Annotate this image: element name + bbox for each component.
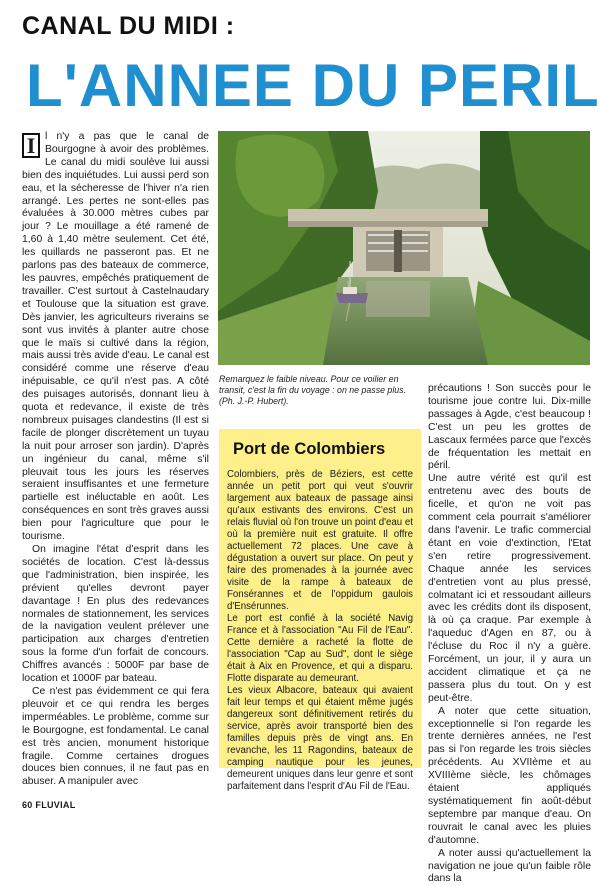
page-footer: 60 FLUVIAL — [22, 800, 76, 810]
article-column-left — [22, 131, 209, 789]
sidebar-box — [219, 429, 421, 792]
sidebar-paragraph: Colombiers, près de Béziers, est cette année un petit port qui veut s'ouvrir largement aux bateaux de passage ainsi qu'aux estivants des environs. C'est un relais fluvial où l'on trouve un point d'eau et où la première nuit est gratuite. Il offre actuellement 72 places. Une cave à dégustation a ouvert sur place. On peut y faire des promenades à la journée avec visite de la rampe à bateaux de Fonsérannes et de l'oppidum gaulois d'Ensérunnes. — [227, 469, 413, 612]
article-column-right — [428, 383, 591, 886]
article-kicker: CANAL DU MIDI : — [22, 12, 235, 40]
canal-lock-illustration — [218, 131, 590, 365]
photo-caption: Remarquez le faible niveau. Pour ce voilier en transit, c'est la fin du voyage : on ne passe plus. (Ph. J.-P. Hubert). — [219, 374, 407, 406]
article-paragraph: On imagine l'état d'esprit dans les sociétés de location. C'est là-dessus que l'administration, bien inspirée, les prévient qu'elles devront payer davantage ! En plus des redevances normales de stationnement, les services de la navigation veulent prélever une participation aux charges d'entretien sous la forme d'un forfait de concours. Chiffres avancés : 5000F par base de location et 1000F par bateau. — [22, 544, 209, 685]
sidebar-paragraph: Le port est confié à la société Navig France et à l'association "Au Fil de l'Eau". Cette dernière a racheté la flotte de l'association "Cap au Sud", dont le siège était à Aix en Provence, et qui a disparu. Flotte disparate au demeurant. — [227, 613, 413, 684]
sidebar-title: Port de Colombiers — [233, 440, 386, 458]
canal-lock-photo — [218, 131, 590, 365]
article-paragraph: Une autre vérité est qu'il est entretenu avec des bouts de ficelle, et qu'on ne voit pas comment cela pourrait s'améliorer dans l'avenir. Le trafic commercial étant en voie d'extinction, l'Etat s'en retire progressivement. Chaque année les services d'entretien vont au plus pressé, colmatant ici et ressoudant ailleurs avec les crédits dont ils disposent, là où ça craque. Par exemple à l'aqueduc d'Agen en 87, ou à l'écluse du Roc il n'y a guère. Forcément, un jour, il y aura un accident climatique et ça ne passera plus du tout. On y est peut-être. — [428, 473, 591, 704]
article-paragraph: A noter que cette situation, exceptionnelle si l'on regarde les trente dernières années, ne l'est pas si l'on regarde les trois siècles précédents. Au XVIIème et au XVIIIème siècle, les chômages étaient appliqués systématiquement fin août-début septembre par manque d'eau. On rouvrait le canal avec les pluies d'automne. — [428, 705, 591, 846]
sidebar-paragraph: Les vieux Albacore, bateaux qui avaient fait leur temps et qui étaient même jugés dangereux sont définitivement retirés du service, après avoir transporté bien des familles depuis près de vingt ans. En revanche, les 11 Ragondins, bateaux de camping nautique pour les jeunes, demeurent uniques dans leur genre et sont parfaitement dans l'esprit d'Au Fil de l'Eau. — [227, 685, 413, 792]
article-paragraph: A noter aussi qu'actuellement la navigation ne joue qu'un faible rôle dans la — [428, 847, 591, 885]
article-headline: L'ANNEE DU PERIL — [26, 52, 600, 119]
drop-cap: I — [22, 133, 40, 158]
article-paragraph: Ce n'est pas évidemment ce qui fera pleuvoir et ce qui rendra les berges imperméables. Le problème, comme sur le Bourgogne, est fondamental. Le canal est très ancien, monument historique fragile. Comme certaines drogues douces bien connues, il ne faut pas en abuser. A manipuler avec — [22, 685, 209, 788]
article-paragraph: l n'y a pas que le canal de Bourgogne à avoir des problèmes. Le canal du midi soulève lui aussi bien des inquiétudes. Lui aussi perd son eau, et la sécheresse de l'hiver n'a rien arrangé. Les pertes ne sont-elles pas évaluées à 30.000 mètres cubes par jour ? Le mouillage a été ramené de 1,60 à 1,40 mètre seulement. Cet été, les quillards ne passeront pas. Et ne parlons pas des bateaux de commerce, les pauvres, empêchés pratiquement de travailler. C'est surtout à Castelnaudary et Toulouse que la situation est grave. Dès janvier, les agriculteurs riverains se sont vus invités à planter autre chose que le maïs si cultivé dans la région, mais aussi très avide d'eau. Le canal est considéré comme une réserve d'eau inépuisable, ce qu'il n'est pas. A côté des puisages autorisés, donnant lieu à quota et redevance, il existe de très nombreux puisages clandestins (Il est si facile de plonger discrètement un tuyau la nuit pour arroser son jardin). D'après un ingénieur du canal, même s'il pleuvait tous les jours les réserves seraient insuffisantes et une fermeture partielle est inéluctable en août. Les conséquences en sont très graves aussi bien pour l'agriculture que pour le tourisme. — [22, 131, 209, 543]
article-paragraph: précautions ! Son succès pour le tourisme joue contre lui. Dix-mille passages à Agde, c'est beaucoup ! C'est un peu les grottes de Lascaux fermées parce que l'excès de fréquentation les mettait en péril. — [428, 383, 591, 472]
